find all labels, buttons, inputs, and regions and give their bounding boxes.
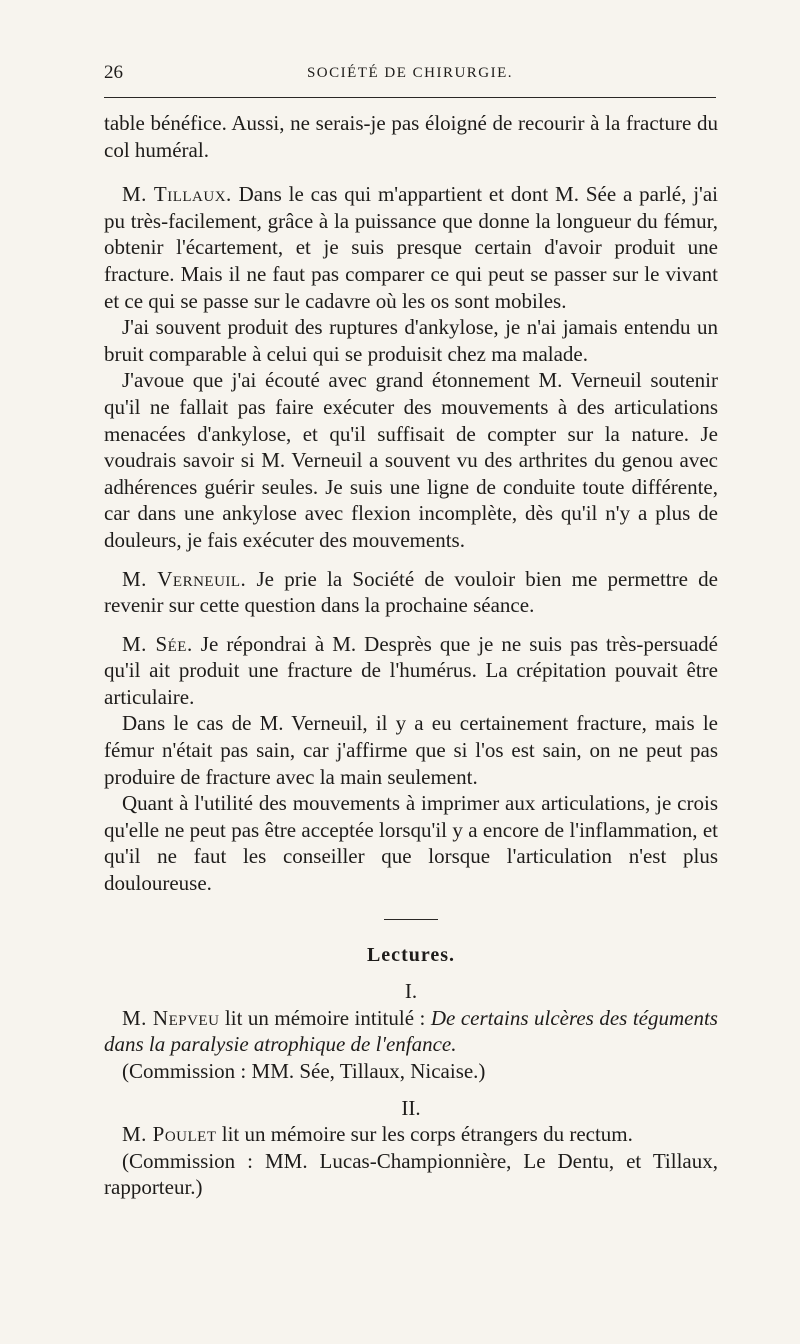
paragraph (104, 181, 718, 314)
paragraph: Dans le cas de M. Verneuil, il y a eu certainement fracture, mais le fémur n'était pas sain, car j'affirme que si l'os est sain, on ne peut pas produire de fracture avec la main seulement. (104, 711, 718, 789)
section-numeral: II. (401, 1095, 421, 1120)
speaker-name: M. Sée. (122, 631, 193, 656)
running-title: SOCIÉTÉ DE CHIRURGIE. (306, 65, 514, 81)
paragraph-text: lit un mémoire intitulé : (219, 1005, 431, 1030)
section-divider (384, 919, 438, 920)
paragraph-text: lit un mémoire sur les corps étrangers du rectum. (216, 1122, 633, 1147)
body-text (104, 110, 718, 1201)
memoir-title: De certains ulcères des téguments dans la paralysie atrophique de l'enfance. (104, 1005, 718, 1057)
speaker-name: M. Tillaux. (122, 182, 232, 207)
commission-note: (Commission : MM. Lucas-Championnière, Le Dentu, et Tillaux, rapporteur.) (104, 1148, 718, 1200)
page-number: 26 (104, 62, 123, 83)
section-title: Lectures. (366, 943, 456, 966)
paragraph: J'avoue que j'ai écouté avec grand étonnement M. Verneuil soutenir qu'il ne fallait pas faire exécuter des mouvements à des articulations menacées d'ankylose, et qu'il suffisait de compter sur la nature. Je voudrais savoir si M. Verneuil a souvent vu des arthrites du genou avec adhérences guérir seules. Je suis une ligne de conduite toute différente, car dans une ankylose avec flexion incomplète, dès qu'il n'y a plus de douleurs, je fais exécuter des mouvements. (104, 368, 718, 552)
paragraph: Quant à l'utilité des mouvements à imprimer aux articulations, je crois qu'elle ne peut pas être acceptée lorsqu'il y a encore de l'inflammation, et qu'il ne faut les conseiller que lorsque l'articulation n'est plus douloureuse. (104, 791, 718, 896)
speaker-name: M. Poulet (122, 1122, 217, 1147)
speaker-name: M. Nepveu (122, 1005, 220, 1030)
page-header (104, 62, 716, 88)
paragraph (104, 566, 718, 619)
commission-note: (Commission : MM. Sée, Tillaux, Nicaise.) (122, 1059, 486, 1083)
paragraph: J'ai souvent produit des ruptures d'ankylose, je n'ai jamais entendu un bruit comparable à celui qui se produisit chez ma malade. (104, 315, 718, 366)
paragraph (104, 1005, 718, 1058)
paragraph (104, 1121, 718, 1148)
paragraph (104, 631, 718, 711)
section-numeral: I. (404, 979, 418, 1004)
speaker-name: M. Verneuil. (122, 566, 247, 591)
paragraph-text: Je prie la Société de vouloir bien me permettre de revenir sur cette question dans la prochaine séance. (104, 566, 718, 618)
paragraph-text: Dans le cas qui m'appartient et dont M. Sée a parlé, j'ai pu très-facilement, grâce à la puissance que donne la longueur du fémur, obtenir l'écartement, et je suis presque certain d'avoir produit une fracture. Mais il ne faut pas comparer ce qui peut se passer sur le vivant et ce qui se passe sur le cadavre où les os sont mobiles. (104, 182, 718, 313)
paragraph: table bénéfice. Aussi, ne serais-je pas éloigné de recourir à la fracture du col huméral. (104, 111, 718, 162)
header-rule (104, 97, 716, 98)
paragraph-text: Je répondrai à M. Desprès que je ne suis pas très-persuadé qu'il ait produit une fracture de l'humérus. La crépitation pouvait être articulaire. (104, 631, 718, 709)
